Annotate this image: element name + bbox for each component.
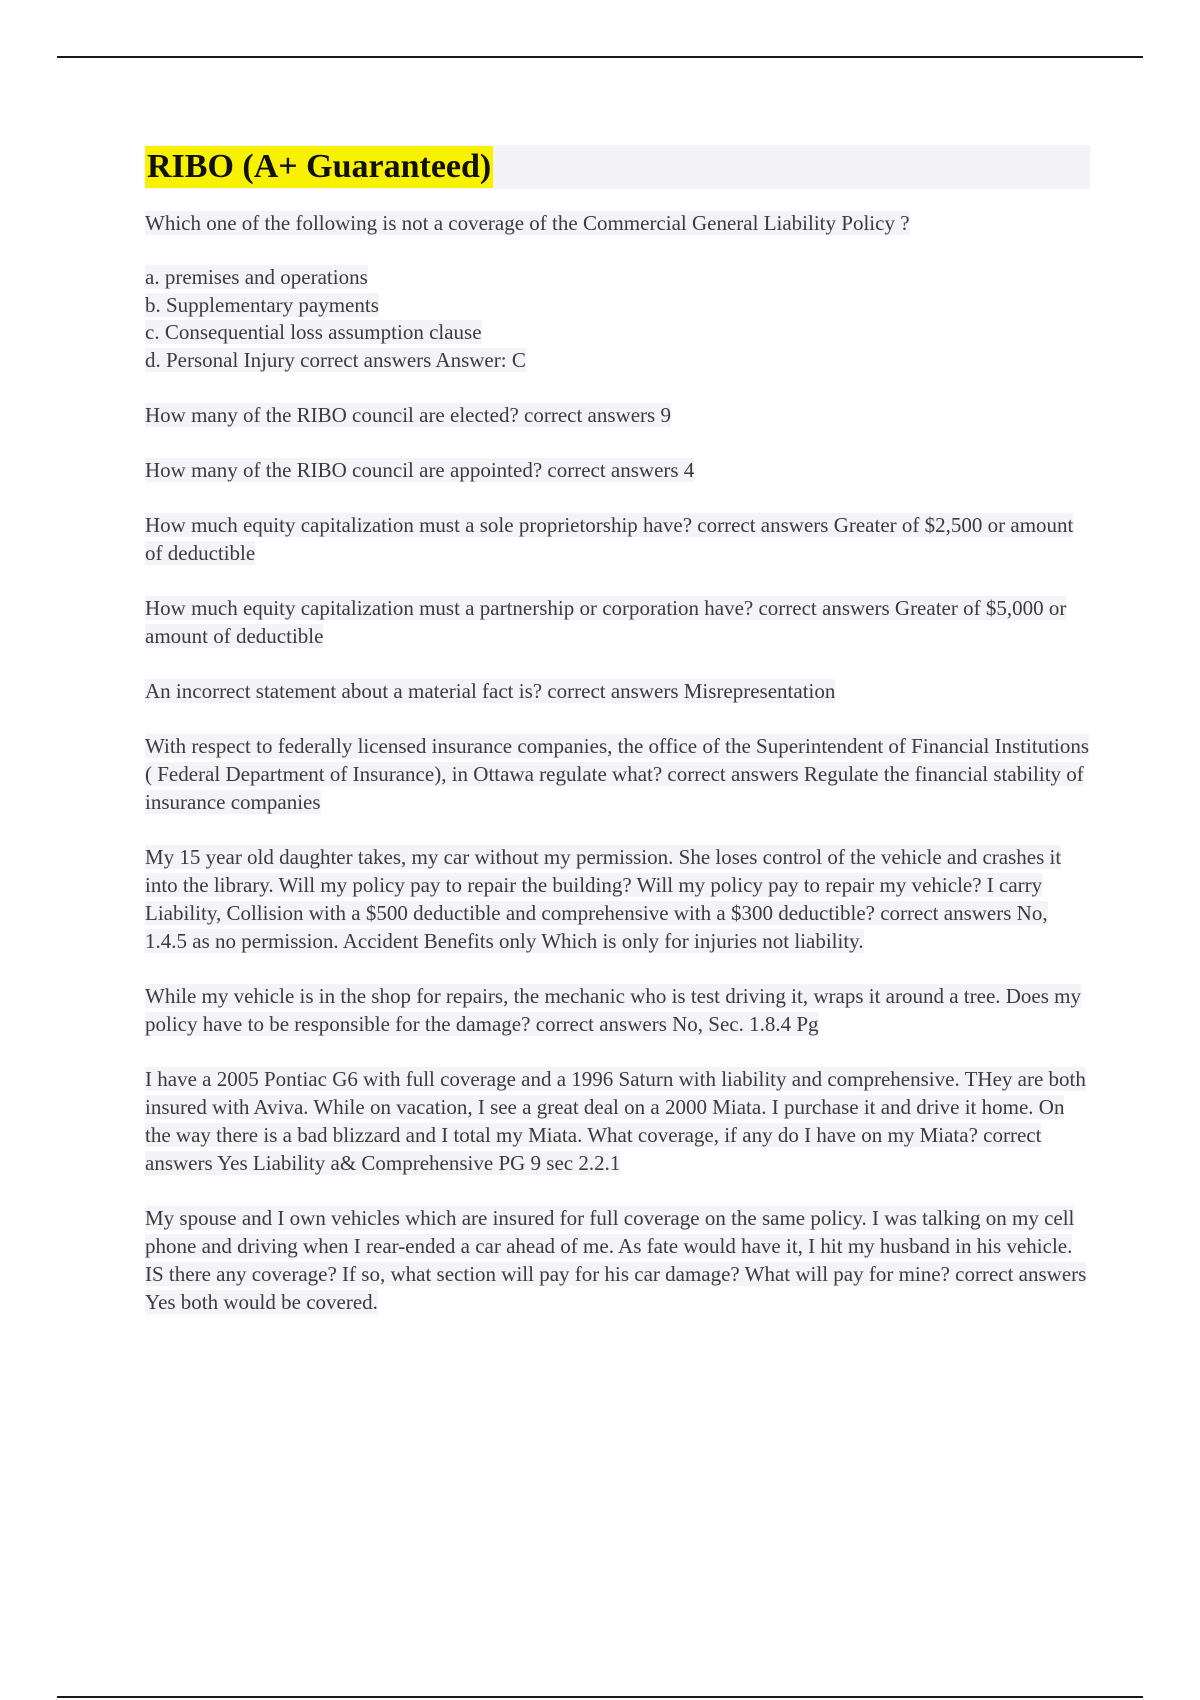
qa-paragraph: How many of the RIBO council are appointed? correct answers 4 xyxy=(145,458,695,482)
title-bar xyxy=(145,145,1090,189)
qa-paragraph: My spouse and I own vehicles which are insured for full coverage on the same policy. I was talking on my cell phone and driving when I rear-ended a car ahead of me. As fate would have it, I hit my husband in his vehicle. IS there any coverage? If so, what section will pay for his car damage? What will pay for mine? correct answers Yes both would be covered. xyxy=(145,1206,1087,1314)
option-b: b. Supplementary payments xyxy=(145,292,379,317)
bottom-rule xyxy=(57,1696,1143,1698)
question-paragraph xyxy=(145,209,1090,237)
qa-paragraph: How much equity capitalization must a partnership or corporation have? correct answers Greater of $5,000 or amount of deductible xyxy=(145,596,1067,648)
document-body xyxy=(145,145,1090,1343)
qa-paragraph: How many of the RIBO council are elected? correct answers 9 xyxy=(145,403,671,427)
top-rule xyxy=(57,56,1143,58)
answer-options xyxy=(145,264,1090,374)
qa-paragraph: With respect to federally licensed insurance companies, the office of the Superintendent of Financial Institutions ( Federal Department of Insurance), in Ottawa regulate what? correct answers Regulate the financial stability of insurance companies xyxy=(145,734,1090,814)
option-c: c. Consequential loss assumption clause xyxy=(145,320,482,344)
option-d: d. Personal Injury correct answers Answer: C xyxy=(145,347,526,372)
option-a: a. premises and operations xyxy=(145,265,368,289)
document-title: RIBO (A+ Guaranteed) xyxy=(145,146,493,188)
question-text: Which one of the following is not a coverage of the Commercial General Liability Policy ? xyxy=(145,211,910,235)
qa-paragraph: My 15 year old daughter takes, my car without my permission. She loses control of the vehicle and crashes it into the library. Will my policy pay to repair the building? Will my policy pay to repair my vehicle? I carry Liability, Collision with a $500 deductible and comprehensive with a $300 deductible? correct answers No, 1.4.5 as no permission. Accident Benefits only Which is only for injuries not liability. xyxy=(145,845,1062,953)
qa-paragraph: An incorrect statement about a material fact is? correct answers Misrepresentation xyxy=(145,679,836,703)
qa-paragraph: While my vehicle is in the shop for repairs, the mechanic who is test driving it, wraps it around a tree. Does my policy have to be responsible for the damage? correct answers No, Sec. 1.8.4 Pg xyxy=(145,984,1082,1036)
qa-paragraph: I have a 2005 Pontiac G6 with full coverage and a 1996 Saturn with liability and comprehensive. THey are both insured with Aviva. While on vacation, I see a great deal on a 2000 Miata. I purchase it and drive it home. On the way there is a bad blizzard and I total my Miata. What coverage, if any do I have on my Miata? correct answers Yes Liability a& Comprehensive PG 9 sec 2.2.1 xyxy=(145,1067,1086,1175)
qa-paragraph: How much equity capitalization must a sole proprietorship have? correct answers Greater of $2,500 or amount of deductible xyxy=(145,513,1074,565)
